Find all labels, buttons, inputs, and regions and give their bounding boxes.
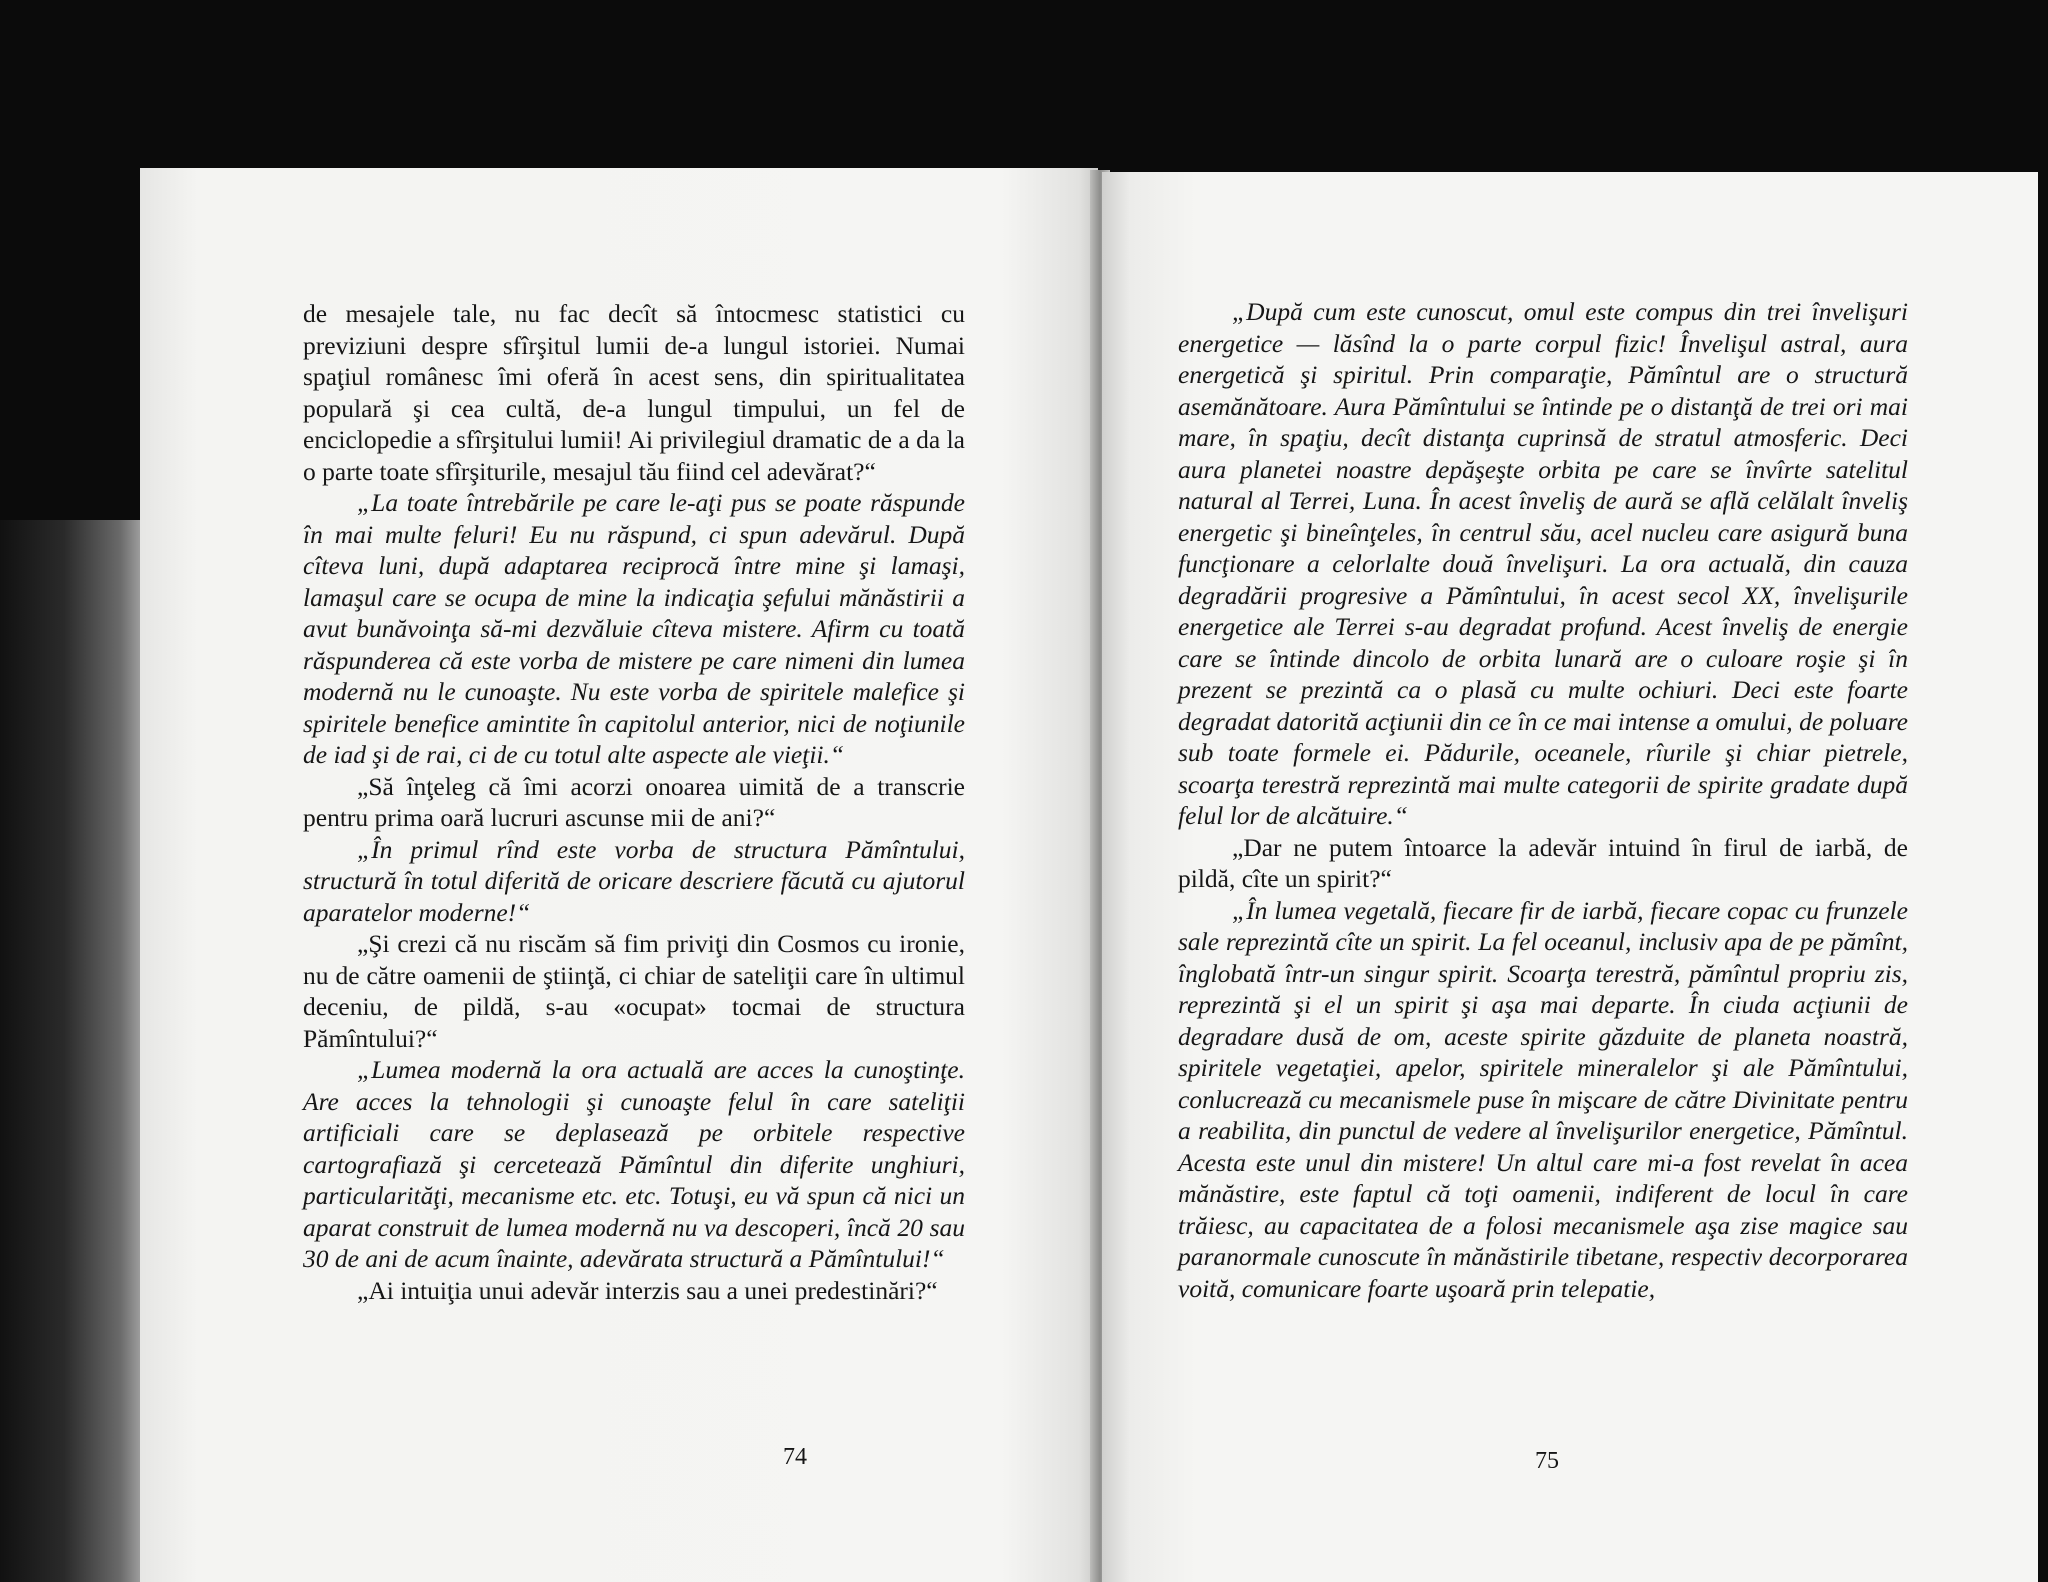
left-page	[140, 168, 1098, 1582]
paragraph: „În primul rînd este vorba de structura Pămîntului, structură în totul diferită de oricare descriere făcută cu ajutorul aparatelor moderne!“	[303, 834, 965, 927]
paragraph: „Şi crezi că nu riscăm să fim priviţi din Cosmos cu ironie, nu de către oamenii de ştiinţă, ci chiar de sateliţii care în ultimul deceniu, de pildă, s-au «ocupat» tocmai de structura Pămîntului?“	[303, 929, 965, 1053]
paragraph: „Dar ne putem întoarce la adevăr intuind în firul de iarbă, de pildă, cîte un spirit?“	[1178, 832, 1908, 893]
page-number: 74	[783, 1444, 807, 1470]
paragraph: „În lumea vegetală, fiecare fir de iarbă, fiecare copac cu frunzele sale reprezintă cîte un spirit. La fel oceanul, inclusiv apa de pe pămînt, înglobată într-un singur spirit. Scoarţa terestră, pămîntul propriu zis, reprezintă şi el un spirit şi aşa mai departe. În ciuda acţiunii de degradare dusă de om, aceste spirite găzduite de planeta noastră, spiritele vegetaţiei, apelor, spiritele mineralelor şi ale Pămîntului, conlucrează cu mecanismele puse în mişcare de către Divinitate pentru a reabilita, din punctul de vedere al învelişurilor energetice, Pămîntul. Acesta este unul din mistere! Un altul care mi-a fost revelat în acea mănăstire, este faptul că toţi oamenii, indiferent de locul în care trăiesc, au capacitatea de a folosi mecanismele aşa zise magice sau paranormale cunoscute în mănăstirile tibetane, respectiv decorporarea voită, comunicare foarte uşoară prin telepatie,	[1178, 895, 1908, 1303]
right-page	[1102, 172, 2038, 1582]
page-edge-shadow	[0, 520, 160, 1582]
page-number: 75	[1535, 1448, 1559, 1474]
paragraph: de mesajele tale, nu fac decît să întocmesc statistici cu previziuni despre sfîrşitul lumii de-a lungul istoriei. Numai spaţiul românesc îmi oferă în acest sens, din spiritualitatea populară şi cea cultă, de-a lungul timpului, un fel de enciclopedie a sfîrşitului lumii! Ai privilegiul dramatic de a da la o parte toate sfîrşiturile, mesajul tău fiind cel adevărat?“	[303, 299, 965, 486]
right-page-text	[1178, 296, 1908, 1304]
paragraph: „Lumea modernă la ora actuală are acces la cunoştinţe. Are acces la tehnologii şi cunoaşte felul în care sateliţii artificiali care se deplasează pe orbitele respective cartografiază şi cercetează Pămîntul din diferite unghiuri, particularităţi, mecanisme etc. etc. Totuşi, eu vă spun că nici un aparat construit de lumea modernă nu va descoperi, încă 20 sau 30 de ani de acum înainte, adevărata structură a Pămîntului!“	[303, 1055, 965, 1273]
paragraph: „La toate întrebările pe care le-aţi pus se poate răspunde în mai multe feluri! Eu nu răspund, ci spun adevărul. După cîteva luni, după adaptarea reciprocă între mine şi lamaşi, lamaşul care se ocupa de mine la indicaţia şefului mănăstirii a avut bunăvoinţa să-mi dezvăluie cîteva mistere. Afirm cu toată răspunderea că este vorba de mistere pe care nimeni din lumea modernă nu le cunoaşte. Nu este vorba de spiritele malefice şi spiritele benefice amintite în capitolul anterior, nici de noţiunile de iad şi de rai, ci de cu totul alte aspecte ale vieţii.“	[303, 488, 965, 769]
paragraph: „Ai intuiţia unui adevăr interzis sau a unei predestinări?“	[357, 1275, 938, 1305]
left-page-text	[303, 298, 965, 1306]
paragraph: „Să înţeleg că îmi acorzi onoarea uimită de a transcrie pentru prima oară lucruri ascunse mii de ani?“	[303, 771, 965, 832]
paragraph: „După cum este cunoscut, omul este compus din trei învelişuri energetice — lăsînd la o parte corpul fizic! Învelişul astral, aura energetică şi spiritul. Prin comparaţie, Pămîntul are o structură asemănătoare. Aura Pămîntului se întinde pe o distanţă de trei ori mai mare, în spaţiu, decît distanţa cuprinsă de stratul atmosferic. Deci aura planetei noastre depăşeşte orbita pe care se învîrte satelitul natural al Terrei, Luna. În acest înveliş de aură se află celălalt înveliş energetic şi bineînţeles, în centrul său, acel nucleu care asigură buna funcţionare a celorlalte două învelişuri. La ora actuală, din cauza degradării progresive a Pămîntului, în acest secol XX, învelişurile energetice ale Terrei s-au degradat profund. Acest înveliş de energie care se întinde dincolo de orbita lunară are o culoare roşie şi în prezent se prezintă ca o plasă cu multe ochiuri. Deci este foarte degradat datorită acţiunii din ce în ce mai intense a omului, de poluare sub toate formele ei. Pădurile, oceanele, rîurile şi chiar pietrele, scoarţa terestră reprezintă mai multe categorii de spirite gradate după felul lor de alcătuire.“	[1178, 297, 1908, 830]
